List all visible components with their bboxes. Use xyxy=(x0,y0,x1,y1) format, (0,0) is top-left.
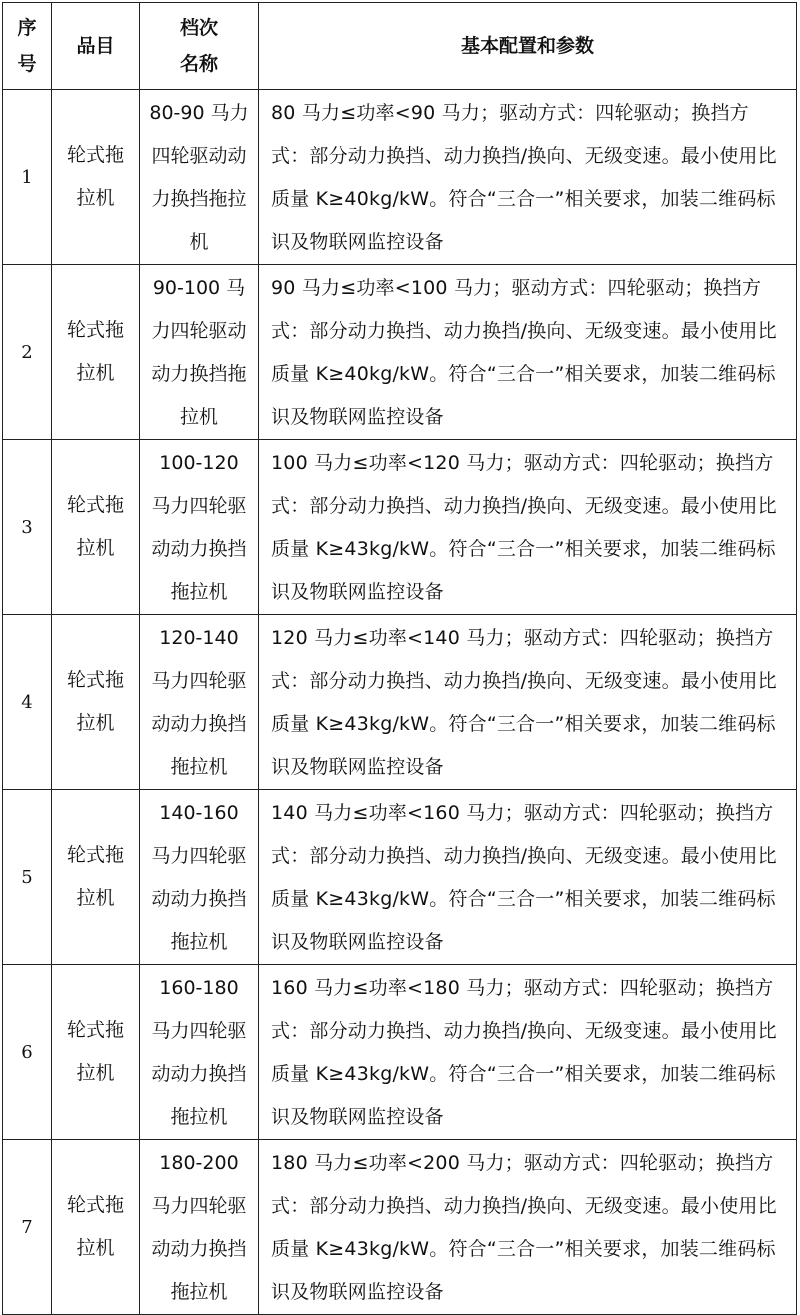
row-number: 1 xyxy=(3,90,52,265)
row-name: 180-200 马力四轮驱动动力换挡拖拉机 xyxy=(140,1140,259,1315)
header-name-line1: 档次 xyxy=(179,17,218,39)
row-name: 90-100 马力四轮驱动动力换挡拖拉机 xyxy=(140,265,259,440)
row-number: 6 xyxy=(3,965,52,1140)
row-category: 轮式拖拉机 xyxy=(52,440,140,615)
row-number: 4 xyxy=(3,615,52,790)
table-row xyxy=(3,440,797,615)
row-number: 3 xyxy=(3,440,52,615)
row-name: 160-180 马力四轮驱动动力换挡拖拉机 xyxy=(140,965,259,1140)
header-spec: 基本配置和参数 xyxy=(259,3,797,90)
table-header xyxy=(3,3,797,90)
table-row xyxy=(3,790,797,965)
table-row xyxy=(3,265,797,440)
row-spec: 120 马力≤功率<140 马力；驱动方式：四轮驱动；换挡方式：部分动力换挡、动力换挡/换向、无级变速。最小使用比质量 K≥43kg/kW。符合“三合一”相关要求，加装二维码标识及物联网监控设备 xyxy=(259,615,797,790)
row-category: 轮式拖拉机 xyxy=(52,1140,140,1315)
row-spec: 80 马力≤功率<90 马力；驱动方式：四轮驱动；换挡方式：部分动力换挡、动力换挡/换向、无级变速。最小使用比质量 K≥40kg/kW。符合“三合一”相关要求，加装二维码标识及物联网监控设备 xyxy=(259,90,797,265)
header-name-line2: 名称 xyxy=(179,53,218,75)
row-name: 100-120 马力四轮驱动动力换挡拖拉机 xyxy=(140,440,259,615)
row-number: 2 xyxy=(3,265,52,440)
table-body xyxy=(3,90,797,1315)
row-spec: 140 马力≤功率<160 马力；驱动方式：四轮驱动；换挡方式：部分动力换挡、动力换挡/换向、无级变速。最小使用比质量 K≥43kg/kW。符合“三合一”相关要求，加装二维码标识及物联网监控设备 xyxy=(259,790,797,965)
table-row xyxy=(3,965,797,1140)
row-name: 140-160 马力四轮驱动动力换挡拖拉机 xyxy=(140,790,259,965)
header-no-line2: 号 xyxy=(17,53,37,75)
row-category: 轮式拖拉机 xyxy=(52,790,140,965)
row-category: 轮式拖拉机 xyxy=(52,615,140,790)
row-name: 120-140 马力四轮驱动动力换挡拖拉机 xyxy=(140,615,259,790)
table-row xyxy=(3,1140,797,1315)
header-row xyxy=(3,3,797,90)
header-no-line1: 序 xyxy=(17,17,37,39)
row-spec: 100 马力≤功率<120 马力；驱动方式：四轮驱动；换挡方式：部分动力换挡、动力换挡/换向、无级变速。最小使用比质量 K≥43kg/kW。符合“三合一”相关要求，加装二维码标识及物联网监控设备 xyxy=(259,440,797,615)
row-category: 轮式拖拉机 xyxy=(52,90,140,265)
header-category: 品目 xyxy=(52,3,140,90)
row-category: 轮式拖拉机 xyxy=(52,265,140,440)
row-spec: 90 马力≤功率<100 马力；驱动方式：四轮驱动；换挡方式：部分动力换挡、动力换挡/换向、无级变速。最小使用比质量 K≥40kg/kW。符合“三合一”相关要求，加装二维码标识及物联网监控设备 xyxy=(259,265,797,440)
row-name: 80-90 马力四轮驱动动力换挡拖拉机 xyxy=(140,90,259,265)
row-number: 7 xyxy=(3,1140,52,1315)
header-name xyxy=(140,3,259,90)
table-row xyxy=(3,90,797,265)
row-number: 5 xyxy=(3,790,52,965)
table-row xyxy=(3,615,797,790)
row-category: 轮式拖拉机 xyxy=(52,965,140,1140)
row-spec: 160 马力≤功率<180 马力；驱动方式：四轮驱动；换挡方式：部分动力换挡、动力换挡/换向、无级变速。最小使用比质量 K≥43kg/kW。符合“三合一”相关要求，加装二维码标识及物联网监控设备 xyxy=(259,965,797,1140)
header-no xyxy=(3,3,52,90)
spec-table xyxy=(2,2,797,1315)
row-spec: 180 马力≤功率<200 马力；驱动方式：四轮驱动；换挡方式：部分动力换挡、动力换挡/换向、无级变速。最小使用比质量 K≥43kg/kW。符合“三合一”相关要求，加装二维码标识及物联网监控设备 xyxy=(259,1140,797,1315)
